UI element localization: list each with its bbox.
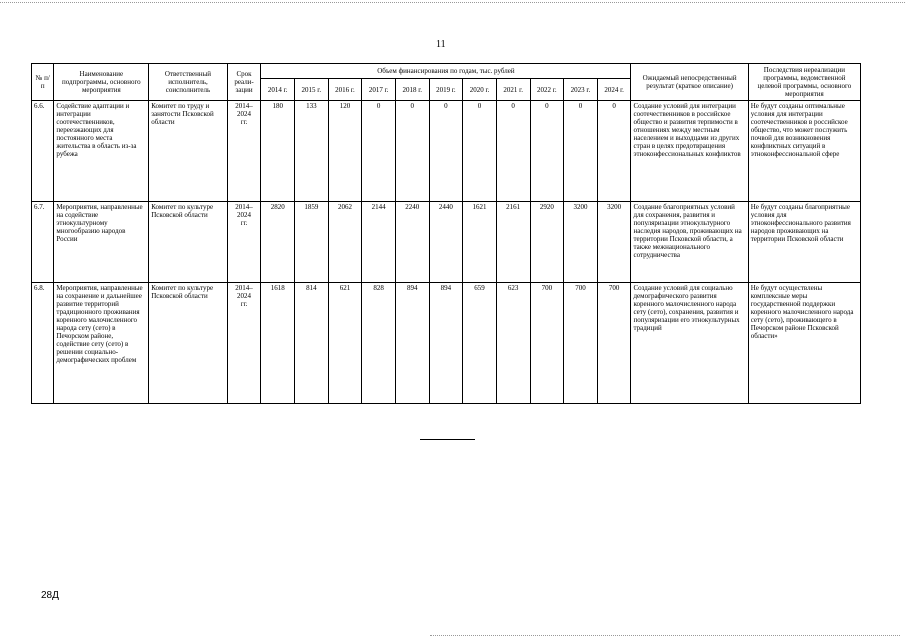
row-value: 180 xyxy=(261,101,295,202)
header-name: Наименование подпрограммы, основного мероприятия xyxy=(54,64,149,101)
row-value: 700 xyxy=(564,283,598,404)
scan-edge-bottom xyxy=(430,635,900,636)
financing-table xyxy=(31,63,861,404)
row-value: 2440 xyxy=(429,202,463,283)
header-num: № п/п xyxy=(32,64,54,101)
row-value: 0 xyxy=(463,101,497,202)
row-result: Создание благоприятных условий для сохранения, развития и популяризации этнокультурного наследия народов, проживающих на территории Псковской области, а также межнационального сотрудничества xyxy=(631,202,748,283)
row-consequences: Не будут созданы благоприятные условия для этноконфессионального развития народов проживающих на территории Псковской области xyxy=(748,202,860,283)
row-name: Содействие адаптации и интеграции соотечественников, переезжающих для постоянного места жительства в область из-за рубежа xyxy=(54,101,149,202)
row-value: 0 xyxy=(530,101,564,202)
row-value: 0 xyxy=(597,101,631,202)
header-consequences: Последствия нереализации программы, ведомственной целевой программы, основного мероприятия xyxy=(748,64,860,101)
row-term: 2014– 2024 гг. xyxy=(227,283,261,404)
end-rule xyxy=(420,439,475,440)
row-value: 894 xyxy=(395,283,429,404)
row-value: 3200 xyxy=(564,202,598,283)
header-result: Ожидаемый непосредственный результат (краткое описание) xyxy=(631,64,748,101)
header-year: 2017 г. xyxy=(362,79,396,101)
header-responsible: Ответственный исполнитель, соисполнитель xyxy=(149,64,228,101)
row-responsible: Комитет по культуре Псковской области xyxy=(149,283,228,404)
row-value: 814 xyxy=(295,283,329,404)
header-year: 2016 г. xyxy=(328,79,362,101)
row-value: 0 xyxy=(362,101,396,202)
row-term: 2014– 2024 гг. xyxy=(227,202,261,283)
row-value: 2062 xyxy=(328,202,362,283)
table-row xyxy=(32,283,861,404)
stamp-label: 28Д xyxy=(41,590,59,601)
page-number: 11 xyxy=(436,39,446,50)
row-value: 133 xyxy=(295,101,329,202)
row-responsible: Комитет по культуре Псковской области xyxy=(149,202,228,283)
scan-edge-top xyxy=(0,2,905,3)
row-value: 1618 xyxy=(261,283,295,404)
header-year: 2020 г. xyxy=(463,79,497,101)
table-row xyxy=(32,202,861,283)
header-year: 2019 г. xyxy=(429,79,463,101)
header-year: 2023 г. xyxy=(564,79,598,101)
header-year: 2018 г. xyxy=(395,79,429,101)
row-result: Создание условий для интеграции соотечественников в российское общество и развития терпимости в отношениях между местным населением и выходцами из других стран в целях предотвращения этноконфессиональных конфликтов xyxy=(631,101,748,202)
row-value: 828 xyxy=(362,283,396,404)
row-responsible: Комитет по труду и занятости Псковской области xyxy=(149,101,228,202)
row-value: 1859 xyxy=(295,202,329,283)
row-value: 1621 xyxy=(463,202,497,283)
row-result: Создание условий для социально демографического развития коренного малочисленного народа сету (сето), сохранения, развития и популяризации его этнокультурных традиций xyxy=(631,283,748,404)
row-name: Мероприятия, направленные на содействие этнокультурному многообразию народов России xyxy=(54,202,149,283)
header-year: 2021 г. xyxy=(496,79,530,101)
header-year: 2014 г. xyxy=(261,79,295,101)
row-name: Мероприятия, направленные на сохранение и дальнейшее развитие территорий традиционного проживания коренного малочисленного народа сету (сето) в Печорском районе, содействие сету (сето) в решении социально-демографических проблем xyxy=(54,283,149,404)
row-num: 6.6. xyxy=(32,101,54,202)
row-value: 700 xyxy=(530,283,564,404)
header-term: Срок реали-зации xyxy=(227,64,261,101)
row-value: 700 xyxy=(597,283,631,404)
row-value: 2161 xyxy=(496,202,530,283)
row-value: 0 xyxy=(496,101,530,202)
header-year: 2024 г. xyxy=(597,79,631,101)
row-value: 0 xyxy=(564,101,598,202)
row-value: 0 xyxy=(429,101,463,202)
row-value: 623 xyxy=(496,283,530,404)
header-year: 2022 г. xyxy=(530,79,564,101)
row-value: 120 xyxy=(328,101,362,202)
row-term: 2014– 2024 гг. xyxy=(227,101,261,202)
row-value: 0 xyxy=(395,101,429,202)
header-financing: Объем финансирования по годам, тыс. рублей xyxy=(261,64,631,79)
row-num: 6.8. xyxy=(32,283,54,404)
table-row xyxy=(32,101,861,202)
row-consequences: Не будут созданы оптимальные условия для интеграции соотечественников в российское общество, что может послужить почвой для возникновения конфликтных ситуаций в этноконфессиональной сфере xyxy=(748,101,860,202)
header-year: 2015 г. xyxy=(295,79,329,101)
row-value: 2240 xyxy=(395,202,429,283)
row-consequences: Не будут осуществлены комплексные меры государственной поддержки коренного малочисленного народа сету (сето), проживающего в Печорском районе Псковской области» xyxy=(748,283,860,404)
row-value: 3200 xyxy=(597,202,631,283)
row-value: 2820 xyxy=(261,202,295,283)
row-num: 6.7. xyxy=(32,202,54,283)
row-value: 894 xyxy=(429,283,463,404)
row-value: 621 xyxy=(328,283,362,404)
row-value: 2144 xyxy=(362,202,396,283)
row-value: 2920 xyxy=(530,202,564,283)
row-value: 659 xyxy=(463,283,497,404)
